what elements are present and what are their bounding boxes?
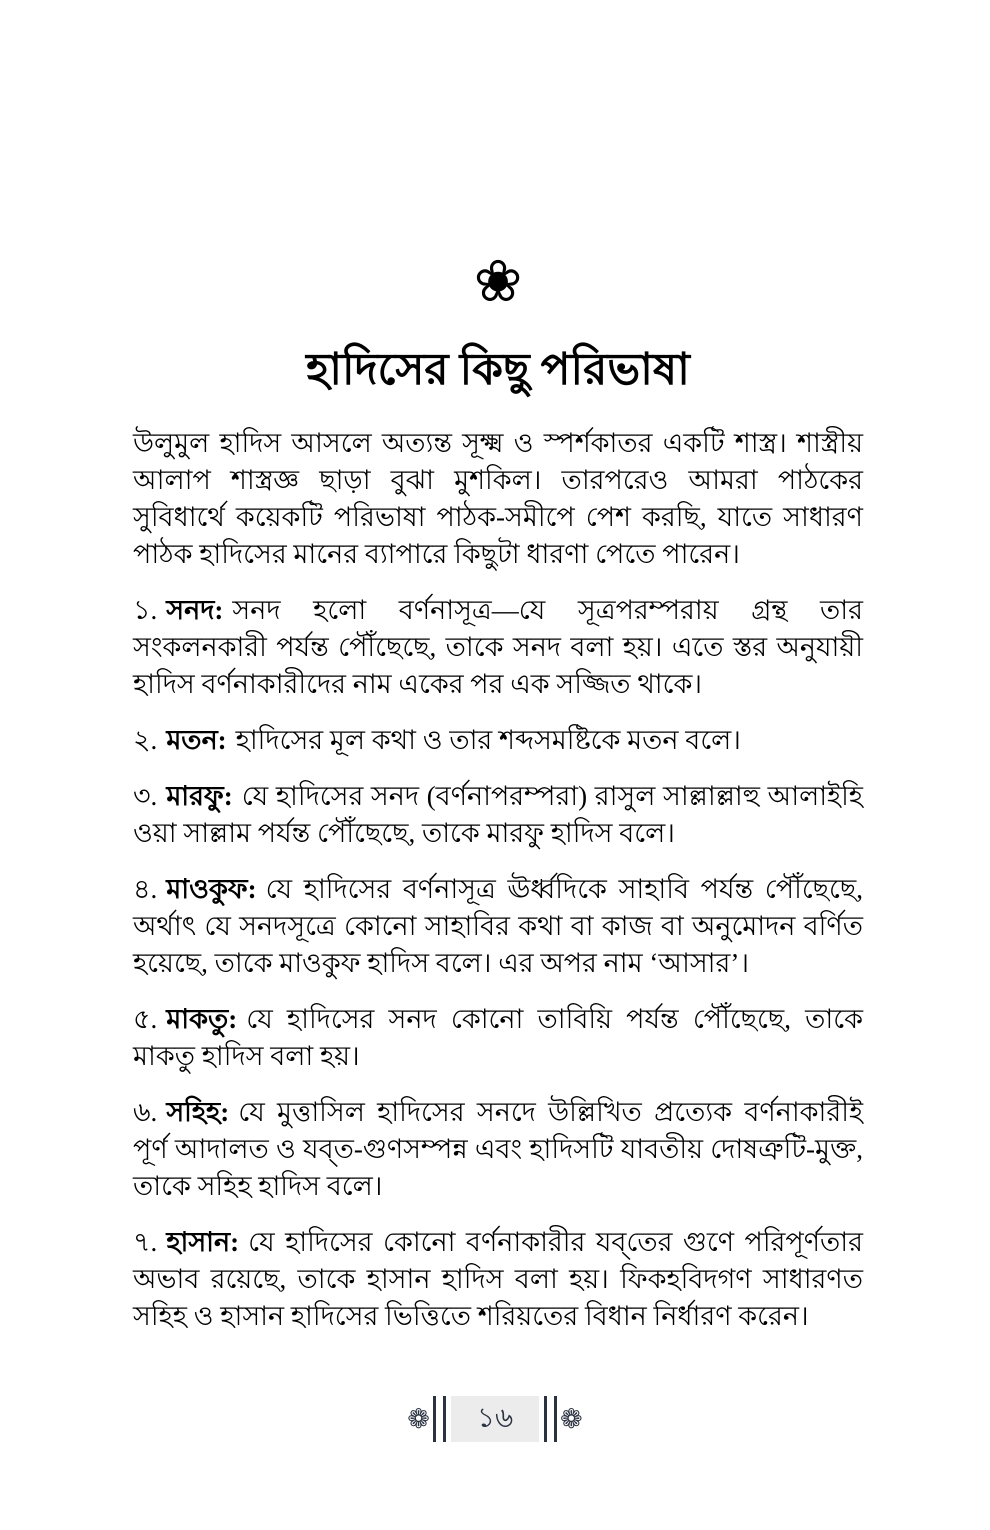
definition-text: যে মুত্তাসিল হাদিসের সনদে উল্লিখিত প্রত্যেক বর্ণনাকারীই পূর্ণ আদালত ও যব্‌ত-গুণসম্পন্ন এবং হাদিসটি যাবতীয় দোষত্রুটি-মুক্ত, তাকে সহিহ হাদিস বলে। <box>133 1097 863 1202</box>
intro-paragraph: উলুমুল হাদিস আসলে অত্যন্ত সূক্ষ্ম ও স্পর্শকাতর একটি শাস্ত্র। শাস্ত্রীয় আলাপ শাস্ত্রজ্ঞ ছাড়া বুঝা মুশকিল। তারপরেও আমরা পাঠকের সুবিধার্থে কয়েকটি পরিভাষা পাঠক-সমীপে পেশ করছি, যাতে সাধারণ পাঠক হাদিসের মানের ব্যাপারে কিছুটা ধারণা পেতে পারেন। <box>133 428 863 570</box>
definition-item-7 <box>133 1224 863 1335</box>
footer-left-flower-icon: ❁ <box>407 1403 430 1434</box>
page-number: ১৬ <box>451 1396 539 1442</box>
definition-term: সহিহ: <box>166 1097 230 1128</box>
definition-number: ২. <box>133 725 158 756</box>
definition-number: ৪. <box>133 874 158 905</box>
definition-text: যে হাদিসের সনদ কোনো তাবিয়ি পর্যন্ত পৌঁছেছে, তাকে মাকতু হাদিস বলা হয়। <box>133 1004 863 1072</box>
definition-item-2 <box>133 722 863 759</box>
definition-text: হাদিসের মূল কথা ও তার শব্দসমষ্টিকে মতন বলে। <box>235 725 741 756</box>
definition-term: মাওকুফ: <box>166 874 257 905</box>
definition-number: ৬. <box>133 1097 158 1128</box>
definition-number: ৭. <box>133 1227 158 1258</box>
definition-text: যে হাদিসের সনদ (বর্ণনাপরম্পরা) রাসুল সাল্লাল্লাহু আলাইহি ওয়া সাল্লাম পর্যন্ত পৌঁছেছে, তাকে মারফু হাদিস বলে। <box>133 781 863 849</box>
definition-number: ৩. <box>133 781 158 812</box>
definition-term: হাসান: <box>166 1227 240 1258</box>
definition-item-6 <box>133 1094 863 1205</box>
body-text <box>133 425 863 1335</box>
definition-term: সনদ: <box>166 595 224 626</box>
definition-term: মাকতু: <box>166 1004 238 1035</box>
definition-item-1 <box>133 592 863 703</box>
definition-item-3 <box>133 778 863 852</box>
definition-item-4 <box>133 871 863 982</box>
page-footer <box>0 1396 990 1442</box>
footer-right-flower-icon: ❁ <box>560 1403 583 1434</box>
definition-text: যে হাদিসের কোনো বর্ণনাকারীর যব্‌তের গুণে পরিপূর্ণতার অভাব রয়েছে, তাকে হাসান হাদিস বলা হয়। ফিকহবিদগণ সাধারণত সহিহ ও হাসান হাদিসের ভিত্তিতে শরিয়তের বিধান নির্ধারণ করেন। <box>133 1227 863 1332</box>
page-title: হাদিসের কিছু পরিভাষা <box>306 345 690 394</box>
definition-number: ১. <box>133 595 158 626</box>
definition-text: সনদ হলো বর্ণনাসূত্র—যে সূত্রপরম্পরায় গ্রন্থ তার সংকলনকারী পর্যন্ত পৌঁছেছে, তাকে সনদ বলা হয়। এতে স্তর অনুযায়ী হাদিস বর্ণনাকারীদের নাম একের পর এক সজ্জিত থাকে। <box>133 595 863 700</box>
footer-right-bars-icon <box>544 1396 557 1442</box>
footer-left-bars-icon <box>433 1396 446 1442</box>
definition-term: মতন: <box>166 725 227 756</box>
page-content <box>133 0 863 1354</box>
definition-number: ৫. <box>133 1004 158 1035</box>
definition-term: মারফু: <box>166 781 233 812</box>
flower-ornament-icon: ❀ <box>473 249 523 314</box>
definition-text: যে হাদিসের বর্ণনাসূত্র ঊর্ধ্বদিকে সাহাবি পর্যন্ত পৌঁছেছে, অর্থাৎ যে সনদসূত্রে কোনো সাহাবির কথা বা কাজ বা অনুমোদন বর্ণিত হয়েছে, তাকে মাওকুফ হাদিস বলে। এর অপর নাম ‘আসার’। <box>133 874 863 979</box>
definition-item-5 <box>133 1001 863 1075</box>
